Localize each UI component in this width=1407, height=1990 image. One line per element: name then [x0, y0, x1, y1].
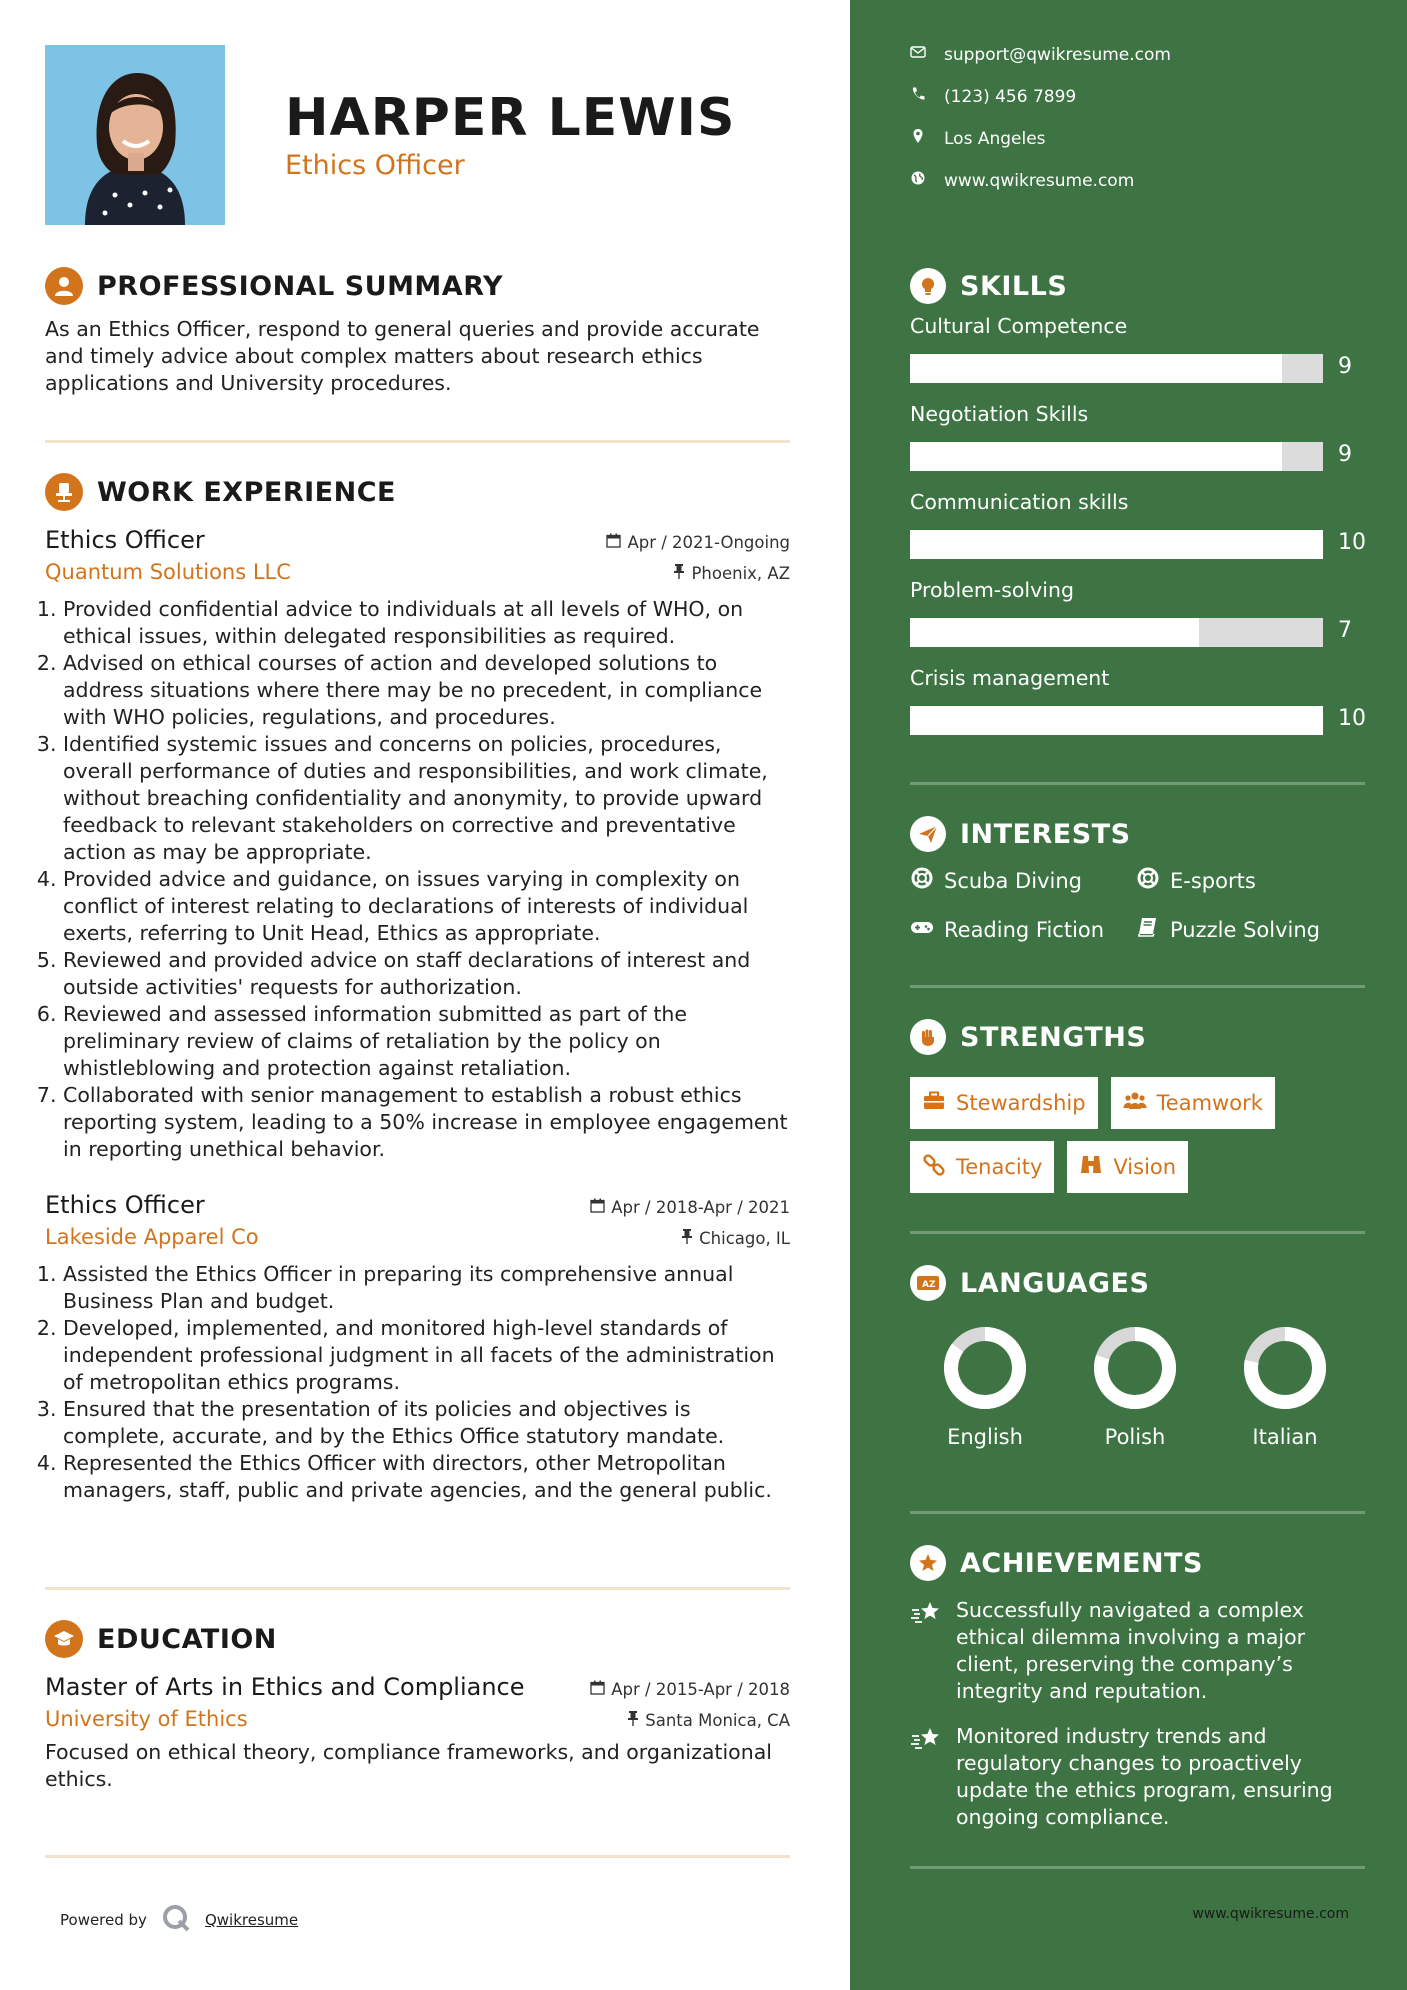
- list-item: 2. Advised on ethical courses of action and developed solutions to address situations where there may be no precedent, in compliance with WHO policies, regulations, and procedures.: [63, 650, 790, 731]
- skill-bar-fill: [910, 354, 1282, 383]
- interests-section: [910, 814, 1365, 944]
- divider: [910, 1866, 1365, 1869]
- language-item: [1060, 1325, 1210, 1449]
- language-item: [1210, 1325, 1360, 1449]
- star-icon: [910, 1545, 946, 1581]
- company-name: Quantum Solutions LLC: [45, 560, 291, 584]
- sidebar: [850, 0, 1407, 1990]
- divider: [910, 1231, 1365, 1234]
- globe-icon: [910, 170, 926, 191]
- skill-item: [910, 490, 1365, 578]
- strength-label: Vision: [1113, 1155, 1177, 1179]
- list-item: 1. Assisted the Ethics Officer in preparing its comprehensive annual Business Plan and budget.: [63, 1261, 790, 1315]
- envelope-icon: [910, 44, 926, 65]
- binoculars-icon: [1079, 1153, 1103, 1182]
- briefcase-icon: [922, 1089, 946, 1118]
- job-entry: [45, 526, 790, 1163]
- job-entry: [45, 1191, 790, 1504]
- divider: [45, 1855, 790, 1858]
- list-item: 4. Provided advice and guidance, on issues varying in complexity on conflict of interest relating to declarations of interests of individual exerts, referring to Unit Head, Ethics as appropriate.: [63, 866, 790, 947]
- contact-website[interactable]: [910, 170, 1134, 191]
- summary-section: [45, 266, 790, 397]
- interest-item: [910, 866, 1136, 895]
- strength-chip: [910, 1077, 1098, 1129]
- skill-bar-fill: [910, 706, 1323, 735]
- shooting-star-icon: [910, 1723, 942, 1831]
- link-icon: [922, 1153, 946, 1182]
- skill-name: Problem-solving: [910, 578, 1074, 602]
- fist-icon: [910, 1019, 946, 1055]
- strength-label: Tenacity: [956, 1155, 1043, 1179]
- calendar-icon: [590, 1198, 605, 1217]
- avatar: [45, 45, 225, 225]
- list-item: 3. Ensured that the presentation of its policies and objectives is complete, accurate, and by the Ethics Office statutory mandate.: [63, 1396, 790, 1450]
- skill-bar: [910, 530, 1323, 559]
- work-section: [45, 472, 790, 1504]
- graduation-cap-icon: [45, 1620, 83, 1658]
- skill-name: Cultural Competence: [910, 314, 1128, 338]
- calendar-icon: [590, 1680, 605, 1699]
- language-donut: [942, 1325, 1028, 1411]
- skill-name: Communication skills: [910, 490, 1129, 514]
- education-text: Focused on ethical theory, compliance frameworks, and organizational ethics.: [45, 1740, 772, 1791]
- map-pin-icon: [910, 128, 926, 149]
- email-text: support@qwikresume.com: [944, 44, 1171, 65]
- skill-value: 9: [1338, 442, 1352, 467]
- qwikresume-logo-icon: [161, 1903, 191, 1937]
- strengths-section: [910, 1017, 1365, 1193]
- summary-heading: PROFESSIONAL SUMMARY: [97, 270, 504, 302]
- skill-value: 9: [1338, 354, 1352, 379]
- strength-chip: [1067, 1141, 1188, 1193]
- skill-value: 7: [1338, 618, 1352, 643]
- phone-text: (123) 456 7899: [944, 86, 1077, 107]
- interests-heading: INTERESTS: [960, 818, 1131, 850]
- book-icon: [1136, 915, 1160, 944]
- education-date: Apr / 2015-Apr / 2018: [611, 1680, 790, 1699]
- contact-location: [910, 128, 1046, 149]
- language-item: [910, 1325, 1060, 1449]
- skill-bar: [910, 354, 1323, 383]
- footer-website[interactable]: www.qwikresume.com: [1192, 1906, 1349, 1922]
- skill-name: Crisis management: [910, 666, 1110, 690]
- divider: [910, 782, 1365, 785]
- qwikresume-link[interactable]: Qwikresume: [204, 1911, 299, 1929]
- job-date: Apr / 2021-Ongoing: [627, 533, 790, 552]
- responsibility-list: [45, 1261, 790, 1504]
- contact-phone[interactable]: [910, 86, 1076, 107]
- job-title: Ethics Officer: [45, 1191, 205, 1219]
- lifebuoy-icon: [910, 866, 934, 895]
- job-location: Chicago, IL: [699, 1229, 790, 1248]
- list-item: 1. Provided confidential advice to individuals at all levels of WHO, on ethical issues, within delegated responsibilities as required.: [63, 596, 790, 650]
- summary-text: As an Ethics Officer, respond to general queries and provide accurate and timely advice about complex matters about research ethics applications and University procedures.: [45, 317, 760, 395]
- degree-title: Master of Arts in Ethics and Compliance: [45, 1673, 525, 1701]
- list-item: 2. Developed, implemented, and monitored high-level standards of independent professional judgment in all facets of the administration of metropolitan ethics programs.: [63, 1315, 790, 1396]
- interest-label: Scuba Diving: [944, 868, 1082, 893]
- languages-heading: LANGUAGES: [960, 1267, 1150, 1299]
- skill-value: 10: [1338, 706, 1366, 731]
- strength-chip: [910, 1141, 1054, 1193]
- pin-icon: [673, 564, 685, 583]
- list-item: 5. Reviewed and provided advice on staff declarations of interest and outside activities' requests for authorization.: [63, 947, 790, 1001]
- strength-label: Teamwork: [1156, 1091, 1263, 1115]
- skill-item: [910, 314, 1365, 402]
- chair-icon: [45, 473, 83, 511]
- interest-label: Reading Fiction: [944, 917, 1105, 942]
- users-icon: [1123, 1089, 1147, 1118]
- contact-email[interactable]: [910, 44, 1171, 65]
- achievements-heading: ACHIEVEMENTS: [960, 1547, 1203, 1579]
- skills-heading: SKILLS: [960, 270, 1068, 302]
- list-item: 4. Represented the Ethics Officer with directors, other Metropolitan managers, staff, public and private agencies, and the general public.: [63, 1450, 790, 1504]
- divider: [45, 440, 790, 443]
- list-item: 3. Identified systemic issues and concerns on policies, procedures, overall performance of duties and responsibilities, and work climate, without breaching confidentiality and anonymity, to provide upward feedback to relevant stakeholders on corrective and preventative action as may be appropriate.: [63, 731, 790, 866]
- language-donut: [1242, 1325, 1328, 1411]
- skill-bar: [910, 706, 1323, 735]
- shooting-star-icon: [910, 1597, 942, 1705]
- interest-item: [1136, 866, 1362, 895]
- gamepad-icon: [910, 915, 934, 944]
- list-item: 6. Reviewed and assessed information submitted as part of the preliminary review of claims of retaliation by the policy on whistleblowing and protection against retaliation.: [63, 1001, 790, 1082]
- education-location: Santa Monica, CA: [645, 1711, 790, 1730]
- phone-icon: [910, 86, 926, 107]
- achievement-item: [910, 1723, 1365, 1831]
- work-heading: WORK EXPERIENCE: [97, 476, 396, 508]
- skill-item: [910, 402, 1365, 490]
- achievement-text: Monitored industry trends and regulatory changes to proactively update the ethics program, ensuring ongoing compliance.: [956, 1724, 1333, 1829]
- language-name: Italian: [1252, 1425, 1318, 1449]
- lightbulb-icon: [910, 268, 946, 304]
- interest-label: E-sports: [1170, 868, 1256, 893]
- candidate-title: Ethics Officer: [285, 150, 465, 181]
- website-text: www.qwikresume.com: [944, 170, 1135, 191]
- strengths-heading: STRENGTHS: [960, 1021, 1147, 1053]
- paper-plane-icon: [910, 816, 946, 852]
- powered-by-label: Powered by: [60, 1911, 147, 1929]
- interest-item: [1136, 915, 1362, 944]
- education-section: [45, 1619, 790, 1793]
- svg-text:A: A: [922, 1280, 929, 1290]
- skills-list: [910, 314, 1365, 754]
- skill-bar-fill: [910, 530, 1323, 559]
- powered-by: [60, 1903, 298, 1937]
- skill-value: 10: [1338, 530, 1366, 555]
- user-icon: [45, 267, 83, 305]
- divider: [910, 1511, 1365, 1514]
- language-donut: [1092, 1325, 1178, 1411]
- job-date: Apr / 2018-Apr / 2021: [611, 1198, 790, 1217]
- pin-icon: [681, 1229, 693, 1248]
- calendar-icon: [606, 533, 621, 552]
- language-name: Polish: [1104, 1425, 1166, 1449]
- skill-item: [910, 578, 1365, 666]
- skills-section: [910, 266, 1365, 754]
- school-name: University of Ethics: [45, 1707, 248, 1731]
- achievement-text: Successfully navigated a complex ethical dilemma involving a major client, preserving the company’s integrity and reputation.: [956, 1598, 1306, 1703]
- language-name: English: [947, 1425, 1023, 1449]
- candidate-name: HARPER LEWIS: [285, 88, 736, 148]
- translate-icon: [910, 1265, 946, 1301]
- interests-list: [910, 866, 1365, 944]
- interest-item: [910, 915, 1136, 944]
- company-name: Lakeside Apparel Co: [45, 1225, 259, 1249]
- profile-photo: [45, 45, 225, 225]
- list-item: 7. Collaborated with senior management to establish a robust ethics reporting system, leading to a 50% increase in employee engagement in reporting unethical behavior.: [63, 1082, 790, 1163]
- skill-bar: [910, 442, 1323, 471]
- divider: [45, 1587, 790, 1590]
- strength-label: Stewardship: [956, 1091, 1086, 1115]
- languages-section: [910, 1263, 1365, 1449]
- strengths-list: [910, 1077, 1330, 1193]
- job-title: Ethics Officer: [45, 526, 205, 554]
- divider: [910, 985, 1365, 988]
- achievements-section: [910, 1543, 1365, 1831]
- skill-bar: [910, 618, 1323, 647]
- job-location: Phoenix, AZ: [691, 564, 790, 583]
- languages-list: [910, 1325, 1365, 1449]
- skill-bar-fill: [910, 442, 1282, 471]
- skill-bar-fill: [910, 618, 1199, 647]
- skill-item: [910, 666, 1365, 754]
- achievement-item: [910, 1597, 1365, 1705]
- responsibility-list: [45, 596, 790, 1163]
- strength-chip: [1111, 1077, 1275, 1129]
- skill-name: Negotiation Skills: [910, 402, 1089, 426]
- location-text: Los Angeles: [944, 128, 1046, 149]
- pin-icon: [627, 1711, 639, 1730]
- interest-label: Puzzle Solving: [1170, 917, 1320, 942]
- education-heading: EDUCATION: [97, 1623, 277, 1655]
- svg-text:Z: Z: [929, 1280, 936, 1290]
- lifebuoy-icon: [1136, 866, 1160, 895]
